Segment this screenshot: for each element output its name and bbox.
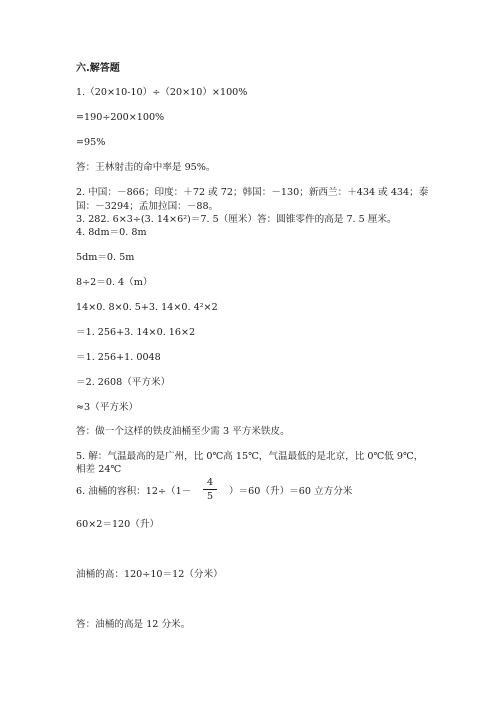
q1-line-2: =190÷200×100% (76, 112, 165, 123)
q4-line-5: ＝1. 256+3. 14×0. 16×2 (76, 327, 196, 338)
q2-line-1: 2. 中国：－866；印度：＋72 或 72；韩国：－130；新西兰：＋434 或 434；泰 (76, 187, 429, 198)
q6-fraction-denominator: 5 (206, 491, 214, 502)
q4-line-8: ≈3（平方米） (76, 402, 139, 413)
q4-line-4: 14×0. 8×0. 5+3. 14×0. 4²×2 (76, 302, 218, 313)
q6-fraction-bar (203, 489, 217, 490)
q5-line-2: 相差 24℃ (76, 464, 122, 475)
q6-line-2: 60×2＝120（升） (76, 519, 160, 530)
q4-line-6: ＝1. 256+1. 0048 (76, 352, 161, 363)
q1-line-1: 1.（20×10-10）÷（20×10）×100% (76, 87, 248, 98)
q1-answer: 答：王林射击的命中率是 95%。 (76, 162, 216, 173)
q6-line-3: 油桶的高：120÷10＝12（分米） (76, 569, 223, 580)
q3-line-1: 3. 282. 6×3÷(3. 14×6²)＝7. 5（厘米）答：圆锥零件的高是 7. 5 厘米。 (76, 214, 397, 225)
q6-fraction-numerator: 4 (206, 477, 214, 488)
q6-answer: 答：油桶的高是 12 分米。 (76, 619, 191, 630)
q4-answer: 答：做一个这样的铁皮油桶至少需 3 平方米铁皮。 (76, 426, 290, 437)
q6-line-1-prefix: 6. 油桶的容积：12÷（1－ (76, 486, 192, 497)
q2-line-2: 国：－3294；孟加拉国：－88。 (76, 201, 219, 212)
q4-line-2: 5dm＝0. 5m (76, 252, 135, 263)
q6-line-1-suffix: ）＝60（升）＝60 立方分米 (229, 486, 353, 497)
q4-line-3: 8÷2＝0. 4（m） (76, 277, 153, 288)
section-title: 六.解答题 (76, 63, 120, 74)
q4-line-1: 4. 8dm＝0. 8m (76, 227, 147, 238)
q1-line-3: =95% (76, 137, 106, 148)
q5-line-1: 5. 解：气温最高的是广州，比 0℃高 15℃，气温最低的是北京，比 0℃低 9℃， (76, 451, 424, 462)
q4-line-7: ＝2. 2608（平方米） (76, 377, 171, 388)
